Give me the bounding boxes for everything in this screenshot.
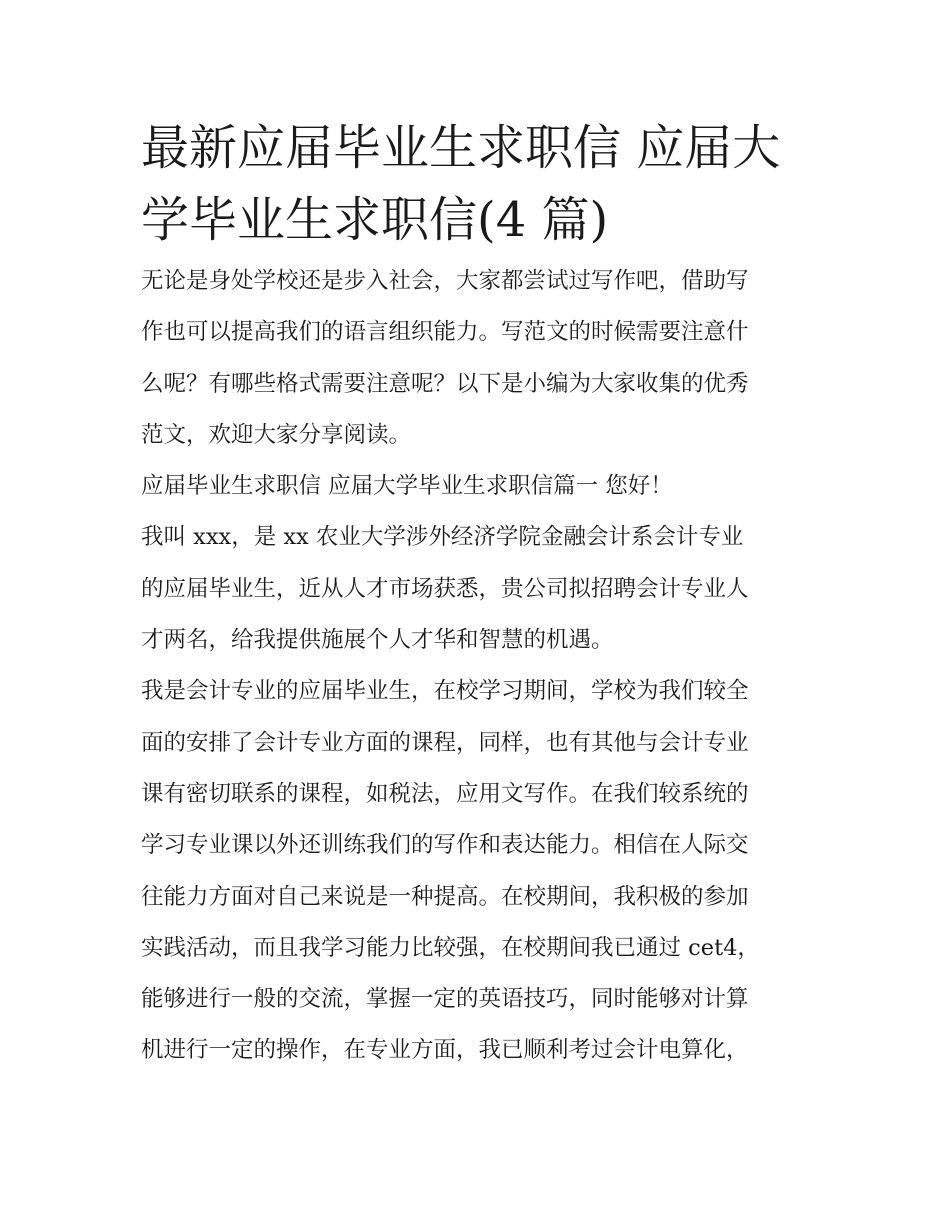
body-line: 作也可以提高我们的语言组织能力。写范文的时候需要注意什 [141,319,749,346]
body-line: 往能力方面对自己来说是一种提高。在校期间，我积极的参加 [141,883,749,910]
title-line: 学毕业生求职信(4 篇) [141,192,609,248]
body-line: 学习专业课以外还训练我们的写作和表达能力。相信在人际交 [141,832,749,859]
body-line: 无论是身处学校还是步入社会，大家都尝试过写作吧，借助写 [141,268,749,294]
body-line: 能够进行一般的交流，掌握一定的英语技巧，同时能够对计算 [141,986,749,1013]
body-line: 我是会计专业的应届毕业生，在校学习期间，学校为我们较全 [141,678,749,705]
body-line: 范文，欢迎大家分享阅读。 [141,421,412,448]
document-body [141,256,821,1077]
body-line: 我叫 xxx，是 xx 农业大学涉外经济学院金融会计系会计专业 [141,524,744,551]
body-line: 么呢？有哪些格式需要注意呢？以下是小编为大家收集的优秀 [141,370,749,397]
body-line: 才两名，给我提供施展个人才华和智慧的机遇。 [141,627,614,654]
title-line: 最新应届毕业生求职信 应届大 [141,120,781,176]
body-line: 应届毕业生求职信 应届大学毕业生求职信篇一 您好！ [141,473,673,500]
body-line: 实践活动，而且我学习能力比较强，在校期间我已通过 cet4， [141,934,760,961]
body-line: 面的安排了会计专业方面的课程，同样，也有其他与会计专业 [141,729,749,756]
body-line: 的应届毕业生，近从人才市场获悉，贵公司拟招聘会计专业人 [141,575,749,602]
body-line: 课有密切联系的课程，如税法，应用文写作。在我们较系统的 [141,780,749,807]
body-line: 机进行一定的操作，在专业方面，我已顺利考过会计电算化， [141,1037,749,1064]
document-title [141,112,821,256]
